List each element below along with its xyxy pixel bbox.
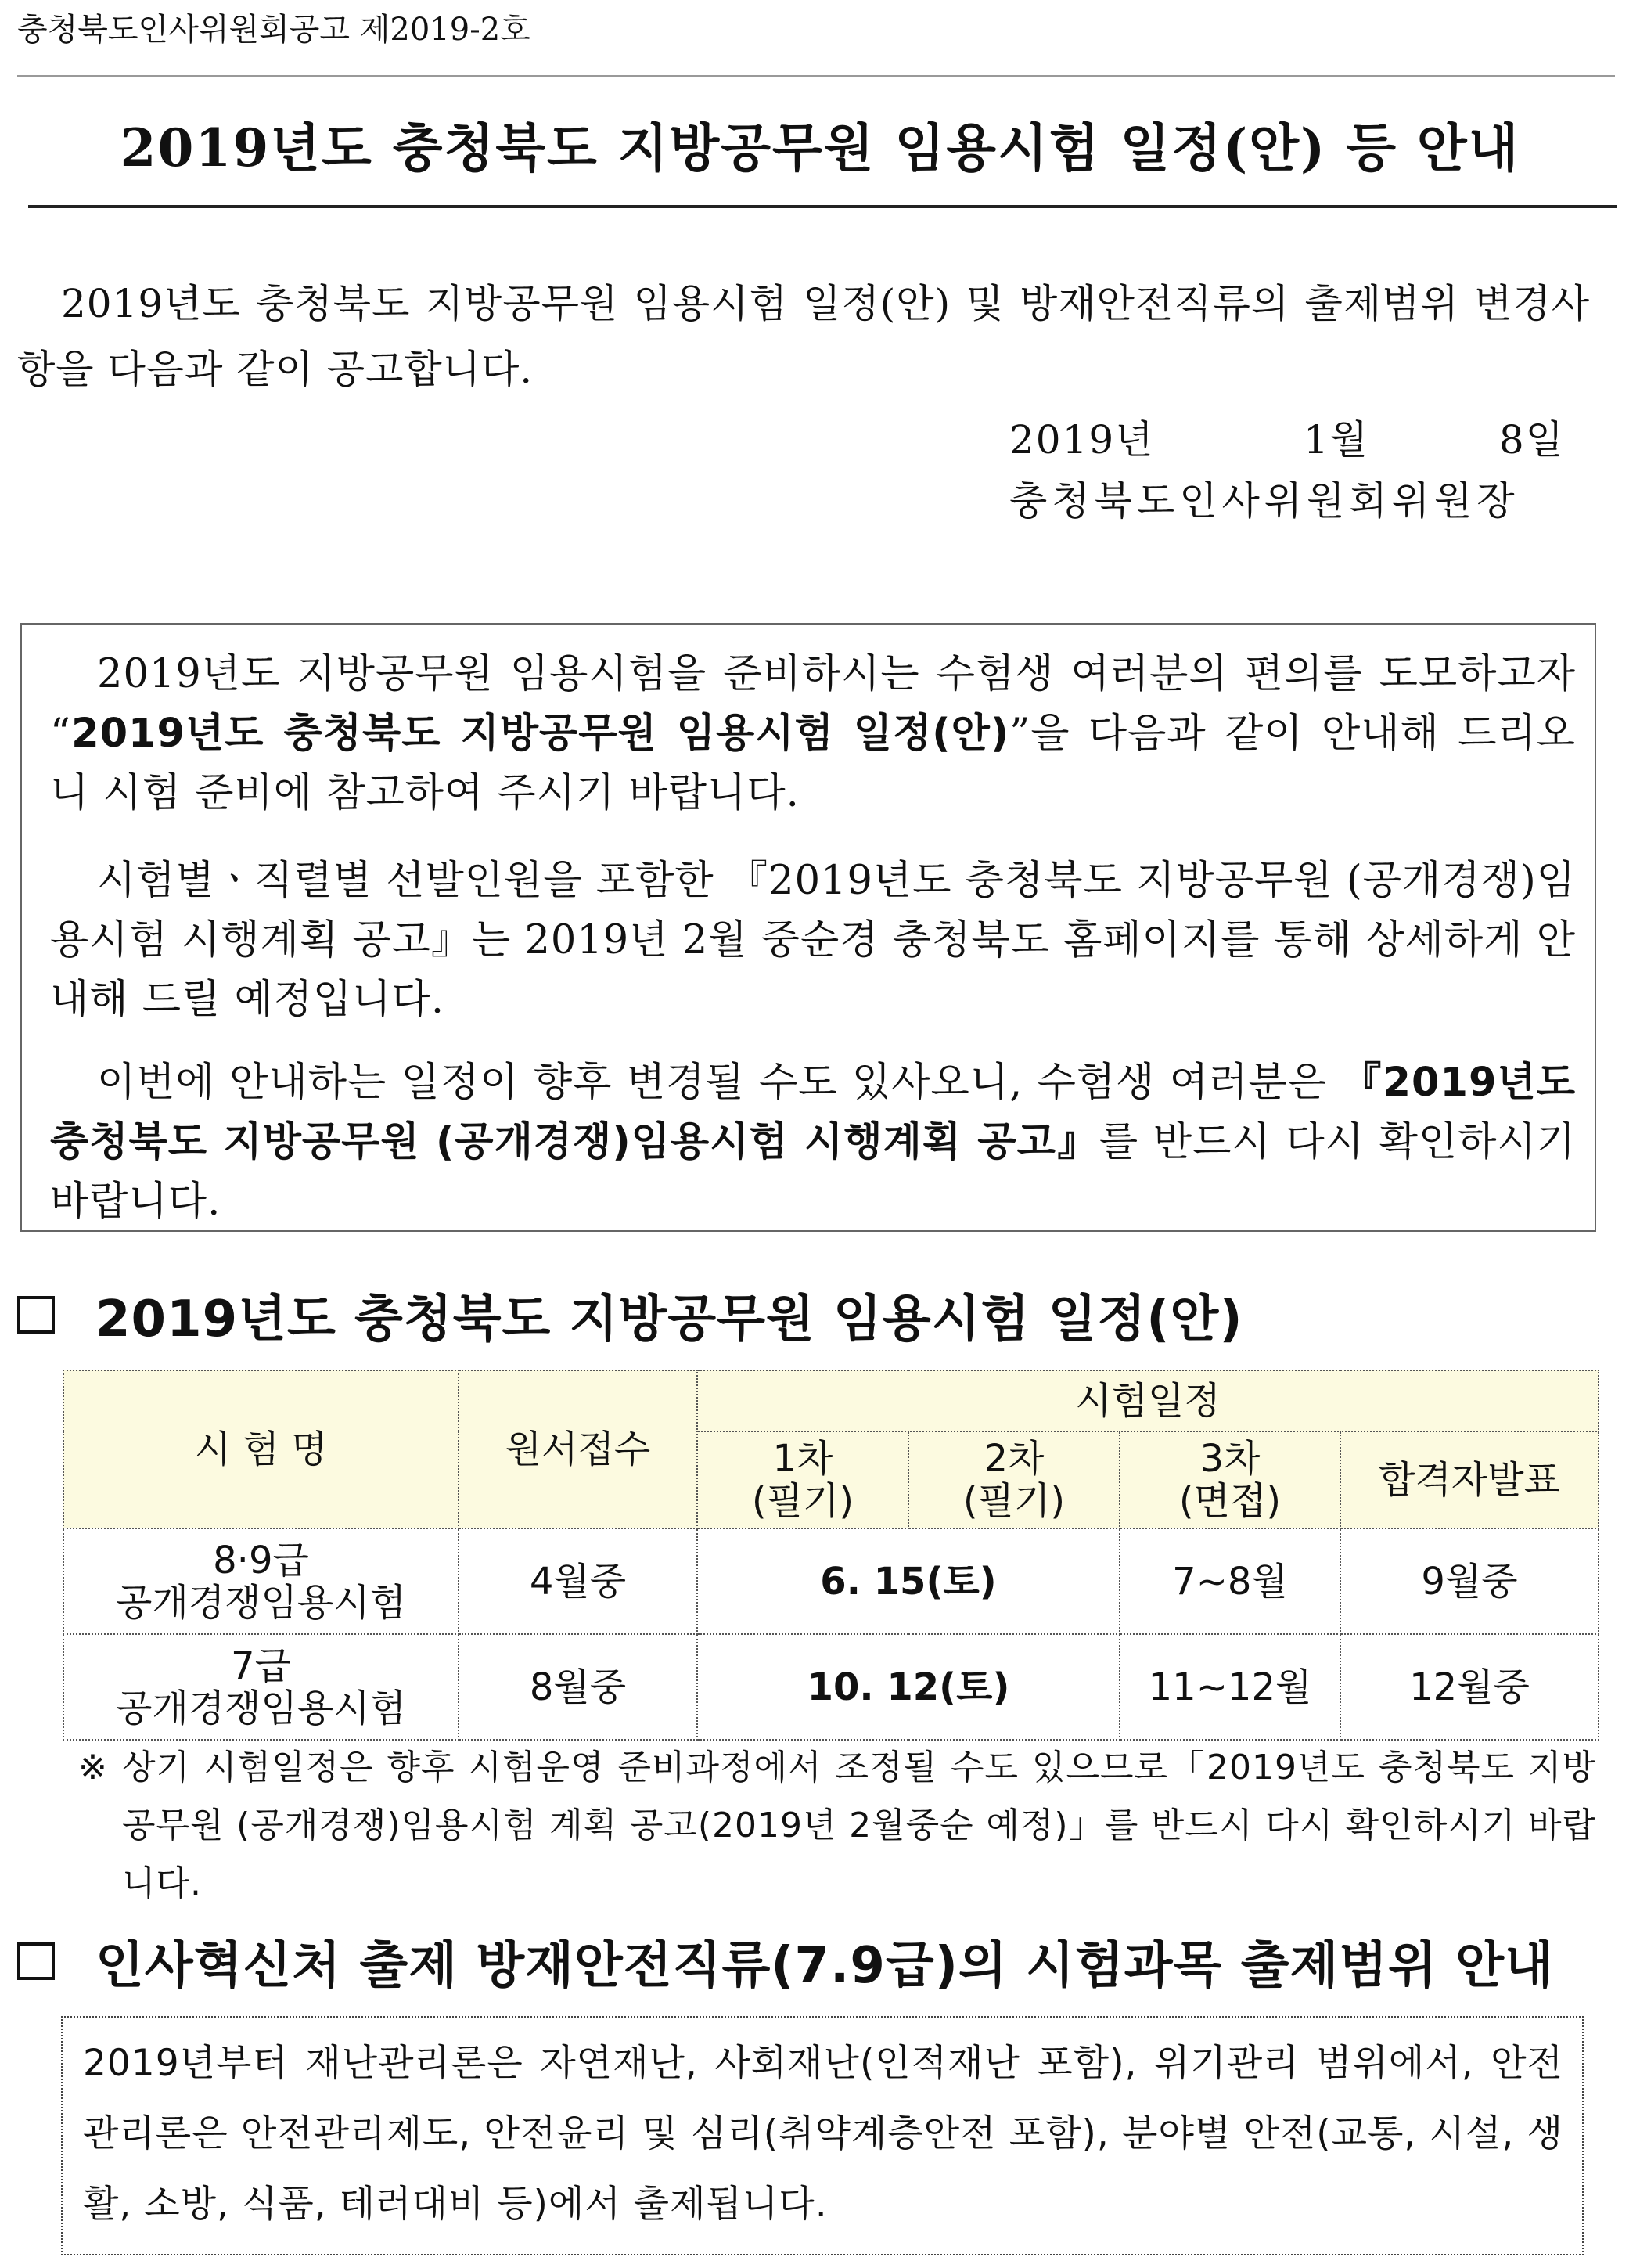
notice-p3-emphasis: 『2019년도 충청북도 지방공무원 (공개경쟁)임용시험 시행계획 공고』 xyxy=(50,1060,1576,1165)
table-row xyxy=(63,1528,1599,1634)
notice-p3-text-end: 를 반드시 다시 확인하시기 바랍니다. xyxy=(50,1119,1576,1225)
document-title: 2019년도 충청북도 지방공무원 임용시험 일정(안) 등 안내 xyxy=(120,117,1520,178)
cell-exam-name xyxy=(63,1634,459,1740)
notice-p1-text-end: ”을 다음과 같이 안내해 드리오니 시험 준비에 참고하여 주시기 바랍니다. xyxy=(50,711,1576,816)
scope-box xyxy=(61,2016,1584,2255)
section-heading-text: 2019년도 충청북도 지방공무원 임용시험 일정(안) xyxy=(95,1291,1243,1348)
notice-p1-emphasis: 2019년도 충청북도 지방공무원 임용시험 일정(안) xyxy=(71,711,1010,757)
footnote-mark: ※ xyxy=(78,1748,107,1787)
cell-application: 8월중 xyxy=(459,1634,697,1740)
header-round1-label: 1차 xyxy=(772,1437,833,1481)
notice-box xyxy=(20,623,1596,1232)
checkbox-icon xyxy=(17,1942,55,1980)
title-divider xyxy=(28,205,1617,208)
exam-type: 공개경쟁임용시험 xyxy=(116,1686,406,1730)
scope-paragraph: 2019년부터 재난관리론은 자연재난, 사회재난(인적재난 포함), 위기관리 범위에서, 안전관리론은 안전관리제도, 안전윤리 및 심리(취약계층안전 포함), 분야별 안전(교통, 시설, 생활, 소방, 식품, 테러대비 등)에서 출제됩니다. xyxy=(83,2042,1563,2226)
header-round2 xyxy=(908,1431,1120,1528)
header-round3 xyxy=(1120,1431,1340,1528)
exam-type: 공개경쟁임용시험 xyxy=(116,1580,406,1625)
exam-grade: 7급 xyxy=(231,1643,291,1688)
header-application: 원서접수 xyxy=(459,1370,697,1528)
notice-paragraph-3 xyxy=(50,1053,1576,1232)
notice-p3-text: 이번에 안내하는 일정이 향후 변경될 수도 있사오니, 수험생 여러분은 xyxy=(97,1060,1342,1106)
checkbox-icon xyxy=(17,1296,55,1334)
header-exam-name: 시 험 명 xyxy=(63,1370,459,1528)
issuer-name: 충청북도인사위원회위원장 xyxy=(1009,478,1520,524)
date-day: 8일 xyxy=(1498,417,1565,463)
table-footnote xyxy=(78,1739,1596,1913)
notice-paragraph-1 xyxy=(50,645,1576,823)
header-round3-sub: (면접) xyxy=(1178,1479,1282,1523)
cell-interview: 11~12월 xyxy=(1120,1634,1340,1740)
exam-grade: 8·9급 xyxy=(213,1538,309,1582)
cell-exam-name xyxy=(63,1528,459,1634)
table-row xyxy=(63,1634,1599,1740)
cell-application: 4월중 xyxy=(459,1528,697,1634)
cell-written-date: 6. 15(토) xyxy=(697,1528,1120,1634)
header-round2-label: 2차 xyxy=(984,1437,1045,1481)
header-round2-sub: (필기) xyxy=(962,1479,1066,1523)
notice-paragraph-2: 시험별ㆍ직렬별 선발인원을 포함한 『2019년도 충청북도 지방공무원 (공개경쟁)임용시험 시행계획 공고』는 2019년 2월 중순경 충청북도 홈페이지를 통해 상세하게 안내해 드릴 예정입니다. xyxy=(50,858,1576,1023)
date-year: 2019년 xyxy=(1009,417,1155,463)
header-round3-label: 3차 xyxy=(1199,1437,1261,1481)
section-heading-scope xyxy=(17,1925,1554,1997)
header-round1 xyxy=(697,1431,908,1528)
header-schedule: 시험일정 xyxy=(697,1370,1599,1431)
cell-result: 9월중 xyxy=(1340,1528,1599,1634)
cell-result: 12월중 xyxy=(1340,1634,1599,1740)
section-heading-schedule xyxy=(17,1279,1243,1351)
schedule-table xyxy=(63,1370,1599,1741)
header-result: 합격자발표 xyxy=(1340,1431,1599,1528)
intro-paragraph: 2019년도 충청북도 지방공무원 임용시험 일정(안) 및 방재안전직류의 출제범위 변경사항을 다음과 같이 공고합니다. xyxy=(17,281,1590,392)
header-divider xyxy=(17,75,1615,77)
notice-p1-text: 2019년도 지방공무원 임용시험을 준비하시는 수험생 여러분의 편의를 도모하고자 “ xyxy=(50,651,1576,757)
announcement-number: 충청북도인사위원회공고 제2019-2호 xyxy=(17,12,530,48)
cell-written-date: 10. 12(토) xyxy=(697,1634,1120,1740)
footnote-text: 상기 시험일정은 향후 시험운영 준비과정에서 조정될 수도 있으므로「2019년도 충청북도 지방공무원 (공개경쟁)임용시험 계획 공고(2019년 2월중순 예정)」를 반드시 다시 확인하시기 바랍니다. xyxy=(122,1748,1596,1903)
announcement-date xyxy=(1009,409,1565,465)
cell-interview: 7~8월 xyxy=(1120,1528,1340,1634)
header-round1-sub: (필기) xyxy=(751,1479,854,1523)
section-heading-text: 인사혁신처 출제 방재안전직류(7.9급)의 시험과목 출제범위 안내 xyxy=(95,1937,1554,1995)
date-month: 1월 xyxy=(1303,417,1369,463)
